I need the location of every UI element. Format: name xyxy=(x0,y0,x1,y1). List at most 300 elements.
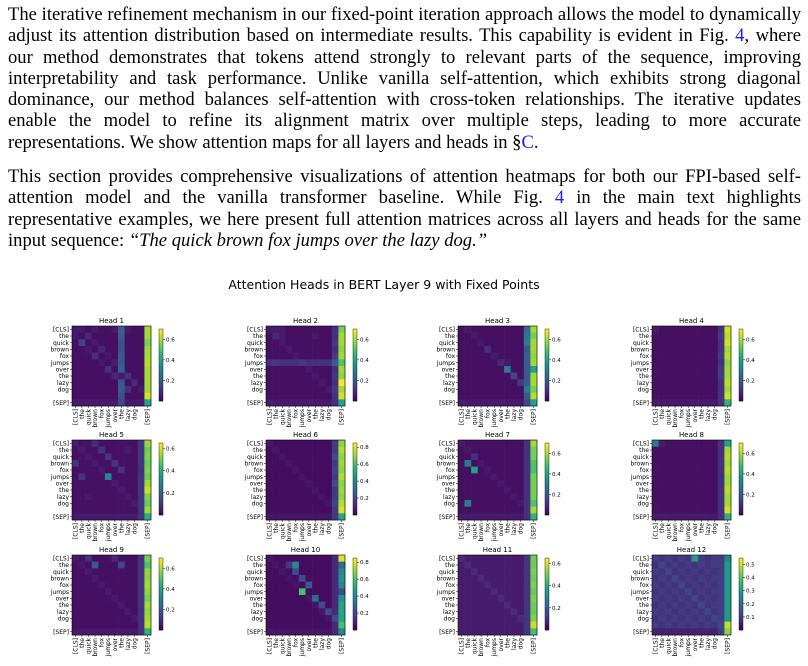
heatmap-cell xyxy=(471,399,478,406)
x-tick-label: the xyxy=(698,523,706,533)
heatmap-cell xyxy=(144,555,151,562)
heatmap-cell xyxy=(724,453,731,460)
x-tick-label: brown xyxy=(286,523,294,542)
x-tick-label: fox xyxy=(484,638,492,648)
heatmap-cell xyxy=(131,359,138,366)
heatmap-cell xyxy=(92,588,99,595)
heatmap-cell xyxy=(465,373,472,380)
heatmap-cell xyxy=(692,555,699,562)
heatmap-cell xyxy=(286,500,293,507)
heatmap-cell xyxy=(672,608,679,615)
heatmap-cell xyxy=(659,379,666,386)
heatmap-cell xyxy=(131,615,138,622)
heatmap-cell xyxy=(79,440,86,447)
colorbar-segment xyxy=(159,349,163,351)
heatmap-cell xyxy=(319,628,326,635)
heatmap-cell xyxy=(471,595,478,602)
y-tick-label: [SEP] xyxy=(633,399,649,407)
heatmap-cell xyxy=(72,460,79,467)
colorbar-segment xyxy=(353,497,357,499)
heatmap-cell xyxy=(652,366,659,373)
heatmap-cell xyxy=(92,500,99,507)
heatmap-head-title: Head 11 xyxy=(482,546,513,554)
heatmap-cell xyxy=(498,568,505,575)
heatmap-cell xyxy=(678,373,685,380)
x-tick-label: the xyxy=(118,638,126,648)
heatmap-cell xyxy=(517,353,524,360)
heatmap-cell xyxy=(458,467,465,474)
heatmap-cell xyxy=(105,453,112,460)
heatmap-cell xyxy=(72,582,79,589)
colorbar-segment xyxy=(739,598,743,600)
heatmap-cell xyxy=(112,373,119,380)
heatmap-cell xyxy=(692,460,699,467)
y-tick-label: [CLS] xyxy=(246,555,263,563)
colorbar-segment xyxy=(353,492,357,494)
y-tick-label: fox xyxy=(253,582,263,590)
colorbar-segment xyxy=(159,558,163,560)
colorbar-segment xyxy=(739,445,743,447)
colorbar-segment xyxy=(159,486,163,488)
heatmap-cell xyxy=(85,440,92,447)
colorbar-segment xyxy=(159,358,163,360)
y-tick-label: the xyxy=(445,373,455,381)
heatmap-cell xyxy=(665,326,672,333)
y-tick-label: lazy xyxy=(56,608,69,616)
colorbar-segment xyxy=(159,581,163,583)
heatmap-cell xyxy=(517,595,524,602)
heatmap-cell xyxy=(325,628,332,635)
heatmap-cell xyxy=(692,500,699,507)
heatmap-cell xyxy=(266,575,273,582)
heatmap-cell xyxy=(79,568,86,575)
colorbar-segment xyxy=(545,486,549,488)
heatmap-cell xyxy=(312,622,319,629)
heatmap-cell xyxy=(511,440,518,447)
colorbar-segment xyxy=(159,625,163,627)
heatmap-cell xyxy=(131,386,138,393)
colorbar-segment xyxy=(739,470,743,472)
heatmap-cell xyxy=(498,480,505,487)
heatmap-cell xyxy=(312,588,319,595)
heatmap-cell xyxy=(125,513,132,520)
y-tick-label: the xyxy=(253,333,263,341)
heatmap-cell xyxy=(652,555,659,562)
heatmap-cell xyxy=(144,473,151,480)
heatmap-cell xyxy=(286,615,293,622)
heatmap-cell xyxy=(286,440,293,447)
heatmap-cell xyxy=(705,595,712,602)
heatmap-cell xyxy=(692,562,699,569)
heatmap-cell xyxy=(266,493,273,500)
colorbar-segment xyxy=(159,454,163,456)
heatmap-cell xyxy=(685,628,692,635)
heatmap-cell xyxy=(306,473,313,480)
heatmap-cell xyxy=(698,393,705,400)
heatmap-cell xyxy=(504,339,511,346)
colorbar-segment xyxy=(353,397,357,399)
heatmap-cell xyxy=(478,562,485,569)
heatmap-cell xyxy=(92,628,99,635)
heatmap-cell xyxy=(724,393,731,400)
heatmap-cell xyxy=(286,353,293,360)
heatmap-cell xyxy=(678,473,685,480)
heatmap-cell xyxy=(511,453,518,460)
heatmap-cell xyxy=(724,628,731,635)
heatmap-cell xyxy=(698,473,705,480)
heatmap-cell xyxy=(678,359,685,366)
heatmap-cell xyxy=(530,460,537,467)
heatmap-cell xyxy=(511,513,518,520)
y-tick-label: [CLS] xyxy=(438,555,455,563)
heatmap-cell xyxy=(292,473,299,480)
figure-reference-link[interactable]: 4 xyxy=(554,187,565,209)
heatmap-cell xyxy=(711,608,718,615)
heatmap-cell xyxy=(332,460,339,467)
heatmap-cell xyxy=(105,582,112,589)
heatmap-cell xyxy=(79,399,86,406)
heatmap-cell xyxy=(332,507,339,514)
colorbar-segment xyxy=(545,499,549,501)
colorbar-segment xyxy=(739,351,743,353)
heatmap-cell xyxy=(112,622,119,629)
heatmap-cell xyxy=(711,615,718,622)
colorbar-segment xyxy=(739,354,743,356)
heatmap-cell xyxy=(511,353,518,360)
heatmap-cell xyxy=(698,608,705,615)
colorbar-segment xyxy=(159,607,163,609)
colorbar-segment xyxy=(545,484,549,486)
colorbar-segment xyxy=(353,392,357,394)
colorbar-segment xyxy=(739,562,743,564)
heatmap-cell xyxy=(144,399,151,406)
colorbar-segment xyxy=(353,369,357,371)
heatmap-cell xyxy=(685,595,692,602)
colorbar-tick-label: 0.2 xyxy=(166,378,175,385)
x-tick-label: over xyxy=(497,408,505,423)
heatmap-panel xyxy=(244,431,369,542)
heatmap-cell xyxy=(299,568,306,575)
heatmap-cell xyxy=(144,386,151,393)
y-tick-label: jumps xyxy=(50,359,69,367)
heatmap-cell xyxy=(273,480,280,487)
heatmap-cell xyxy=(718,513,725,520)
heatmap-cell xyxy=(491,493,498,500)
heatmap-cell xyxy=(338,453,345,460)
heatmap-cell xyxy=(279,393,286,400)
x-tick-label: lazy xyxy=(510,523,518,536)
x-tick-label: brown xyxy=(478,523,486,542)
y-tick-label: brown xyxy=(630,346,649,354)
heatmap-cell xyxy=(138,500,145,507)
heatmap-cell xyxy=(465,359,472,366)
heatmap-cell xyxy=(105,447,112,454)
x-tick-label: lazy xyxy=(124,523,132,536)
heatmap-cell xyxy=(79,386,86,393)
heatmap-cell xyxy=(711,339,718,346)
heatmap-cell xyxy=(144,588,151,595)
colorbar-segment xyxy=(353,472,357,474)
colorbar-segment xyxy=(353,372,357,374)
colorbar-segment xyxy=(159,484,163,486)
y-tick-label: the xyxy=(253,487,263,495)
heatmap-cell xyxy=(478,373,485,380)
heatmap-cell xyxy=(72,602,79,609)
colorbar-segment xyxy=(739,448,743,450)
heatmap-cell xyxy=(478,359,485,366)
heatmap-cell xyxy=(138,460,145,467)
heatmap-cell xyxy=(724,346,731,353)
heatmap-cell xyxy=(144,447,151,454)
heatmap-cell xyxy=(478,493,485,500)
y-tick-label: fox xyxy=(445,582,455,590)
colorbar-segment xyxy=(545,571,549,573)
colorbar-segment xyxy=(545,443,549,445)
heatmap-cell xyxy=(692,373,699,380)
heatmap-cell xyxy=(692,602,699,609)
y-tick-label: lazy xyxy=(56,379,69,387)
x-tick-label: quick xyxy=(85,523,93,540)
y-tick-label: dog xyxy=(57,500,69,508)
x-tick-label: fox xyxy=(98,409,106,419)
heatmap-cell xyxy=(478,622,485,629)
heatmap-cell xyxy=(471,608,478,615)
heatmap-cell xyxy=(112,615,119,622)
heatmap-cell xyxy=(491,555,498,562)
heatmap-cell xyxy=(85,393,92,400)
heatmap-cell xyxy=(279,513,286,520)
heatmap-cell xyxy=(92,602,99,609)
colorbar-segment xyxy=(353,474,357,476)
colorbar-segment xyxy=(739,463,743,465)
heatmap-cell xyxy=(273,386,280,393)
heatmap-cell xyxy=(530,447,537,454)
heatmap-cell xyxy=(524,595,531,602)
heatmap-cell xyxy=(465,473,472,480)
heatmap-cell xyxy=(85,575,92,582)
heatmap-cell xyxy=(312,373,319,380)
heatmap-cell xyxy=(659,453,666,460)
heatmap-cell xyxy=(711,467,718,474)
heatmap-cell xyxy=(665,467,672,474)
x-tick-label: the xyxy=(504,638,512,648)
heatmap-cell xyxy=(299,608,306,615)
heatmap-cell xyxy=(465,333,472,340)
heatmap-cell xyxy=(125,507,132,514)
heatmap-cell xyxy=(471,379,478,386)
colorbar-segment xyxy=(353,351,357,353)
heatmap-cell xyxy=(125,440,132,447)
heatmap-cell xyxy=(131,473,138,480)
y-tick-label: jumps xyxy=(436,473,455,481)
heatmap-cell xyxy=(138,622,145,629)
heatmap-cell xyxy=(498,447,505,454)
heatmap-cell xyxy=(325,440,332,447)
colorbar-segment xyxy=(159,578,163,580)
colorbar-segment xyxy=(353,484,357,486)
y-tick-label: over xyxy=(441,366,455,374)
heatmap-panel xyxy=(436,317,561,428)
heatmap-cell xyxy=(118,575,125,582)
heatmap-cell xyxy=(665,568,672,575)
heatmap-cell xyxy=(678,595,685,602)
heatmap-cell xyxy=(711,582,718,589)
heatmap-cell xyxy=(465,467,472,474)
heatmap-cell xyxy=(105,487,112,494)
colorbar-segment xyxy=(353,502,357,504)
colorbar-segment xyxy=(545,565,549,567)
heatmap-cell xyxy=(471,507,478,514)
x-tick-label: the xyxy=(504,523,512,533)
heatmap-cell xyxy=(273,353,280,360)
heatmap-cell xyxy=(652,359,659,366)
heatmap-cell xyxy=(92,507,99,514)
heatmap-cell xyxy=(478,366,485,373)
heatmap-cell xyxy=(711,366,718,373)
heatmap-cell xyxy=(98,575,105,582)
heatmap-cell xyxy=(672,373,679,380)
heatmap-cell xyxy=(705,440,712,447)
heatmap-cell xyxy=(659,440,666,447)
heatmap-cell xyxy=(511,326,518,333)
heatmap-cell xyxy=(530,628,537,635)
heatmap-cell xyxy=(692,447,699,454)
heatmap-cell xyxy=(325,588,332,595)
heatmap-cell xyxy=(511,460,518,467)
colorbar-segment xyxy=(159,594,163,596)
heatmap-cell xyxy=(517,473,524,480)
heatmap-cell xyxy=(504,359,511,366)
heatmap-cell xyxy=(478,386,485,393)
colorbar-segment xyxy=(159,619,163,621)
x-tick-label: dog xyxy=(517,638,525,650)
heatmap-cell xyxy=(718,386,725,393)
heatmap-cell xyxy=(685,366,692,373)
colorbar-segment xyxy=(739,614,743,616)
heatmap-cell xyxy=(332,622,339,629)
x-tick-label: the xyxy=(78,523,86,533)
y-tick-label: [SEP] xyxy=(439,513,455,521)
section-reference-link[interactable]: C xyxy=(521,131,534,153)
heatmap-cell xyxy=(685,615,692,622)
heatmap-cell xyxy=(511,595,518,602)
heatmap-cell xyxy=(692,615,699,622)
heatmap-cell xyxy=(266,379,273,386)
heatmap-cell xyxy=(524,622,531,629)
x-tick-label: [CLS] xyxy=(266,638,274,655)
heatmap-cell xyxy=(118,460,125,467)
heatmap-cell xyxy=(685,487,692,494)
heatmap-cell xyxy=(705,333,712,340)
colorbar-segment xyxy=(739,493,743,495)
heatmap-cell xyxy=(92,393,99,400)
colorbar-segment xyxy=(159,331,163,333)
x-tick-label: the xyxy=(464,523,472,533)
figure-reference-link[interactable]: 4 xyxy=(735,25,745,47)
heatmap-panel xyxy=(630,431,755,542)
x-tick-label: lazy xyxy=(318,523,326,536)
heatmap-cell xyxy=(125,399,132,406)
y-tick-label: lazy xyxy=(250,493,263,501)
heatmap-cell xyxy=(72,346,79,353)
colorbar-segment xyxy=(353,511,357,513)
heatmap-cell xyxy=(724,562,731,569)
heatmap-cell xyxy=(105,622,112,629)
heatmap-cell xyxy=(484,487,491,494)
heatmap-cell xyxy=(131,339,138,346)
paragraph-2 xyxy=(8,166,801,251)
heatmap-cell xyxy=(105,555,112,562)
heatmap-cell xyxy=(685,393,692,400)
heatmap-cell xyxy=(273,366,280,373)
heatmap-cell xyxy=(711,507,718,514)
colorbar-segment xyxy=(159,376,163,378)
heatmap-cell xyxy=(72,513,79,520)
colorbar-segment xyxy=(353,457,357,459)
colorbar-segment xyxy=(353,461,357,463)
heatmap-cell xyxy=(498,608,505,615)
heatmap-cell xyxy=(325,507,332,514)
colorbar-segment xyxy=(545,457,549,459)
heatmap-cell xyxy=(292,608,299,615)
colorbar-segment xyxy=(739,612,743,614)
heatmap-cell xyxy=(665,513,672,520)
colorbar-segment xyxy=(353,376,357,378)
colorbar-segment xyxy=(545,356,549,358)
heatmap-cell xyxy=(465,379,472,386)
x-tick-label: fox xyxy=(98,638,106,648)
y-tick-label: jumps xyxy=(244,473,263,481)
heatmap-cell xyxy=(125,326,132,333)
heatmap-cell xyxy=(511,339,518,346)
y-tick-label: the xyxy=(445,602,455,610)
heatmap-cell xyxy=(299,595,306,602)
heatmap-cell xyxy=(279,582,286,589)
heatmap-cell xyxy=(665,628,672,635)
heatmap-cell xyxy=(471,339,478,346)
colorbar-segment xyxy=(739,569,743,571)
heatmap-cell xyxy=(299,339,306,346)
heatmap-cell xyxy=(112,473,119,480)
colorbar-segment xyxy=(545,331,549,333)
heatmap-cell xyxy=(524,493,531,500)
colorbar-segment xyxy=(353,583,357,585)
colorbar-segment xyxy=(159,596,163,598)
heatmap-cell xyxy=(672,493,679,500)
y-tick-label: the xyxy=(59,602,69,610)
heatmap-cell xyxy=(511,507,518,514)
heatmap-cell xyxy=(292,453,299,460)
heatmap-cell xyxy=(491,399,498,406)
heatmap-cell xyxy=(471,575,478,582)
heatmap-cell xyxy=(85,359,92,366)
colorbar-segment xyxy=(159,372,163,374)
heatmap-cell xyxy=(478,507,485,514)
heatmap-cell xyxy=(299,615,306,622)
x-tick-label: [SEP] xyxy=(338,409,346,425)
heatmap-cell xyxy=(105,353,112,360)
heatmap-cell xyxy=(79,333,86,340)
colorbar-segment xyxy=(353,468,357,470)
heatmap-cell xyxy=(524,467,531,474)
heatmap-cell xyxy=(332,393,339,400)
heatmap-cell xyxy=(511,555,518,562)
heatmap-cell xyxy=(118,622,125,629)
heatmap-cell xyxy=(144,366,151,373)
heatmap-cell xyxy=(465,453,472,460)
colorbar-segment xyxy=(353,625,357,627)
heatmap-cell xyxy=(705,339,712,346)
